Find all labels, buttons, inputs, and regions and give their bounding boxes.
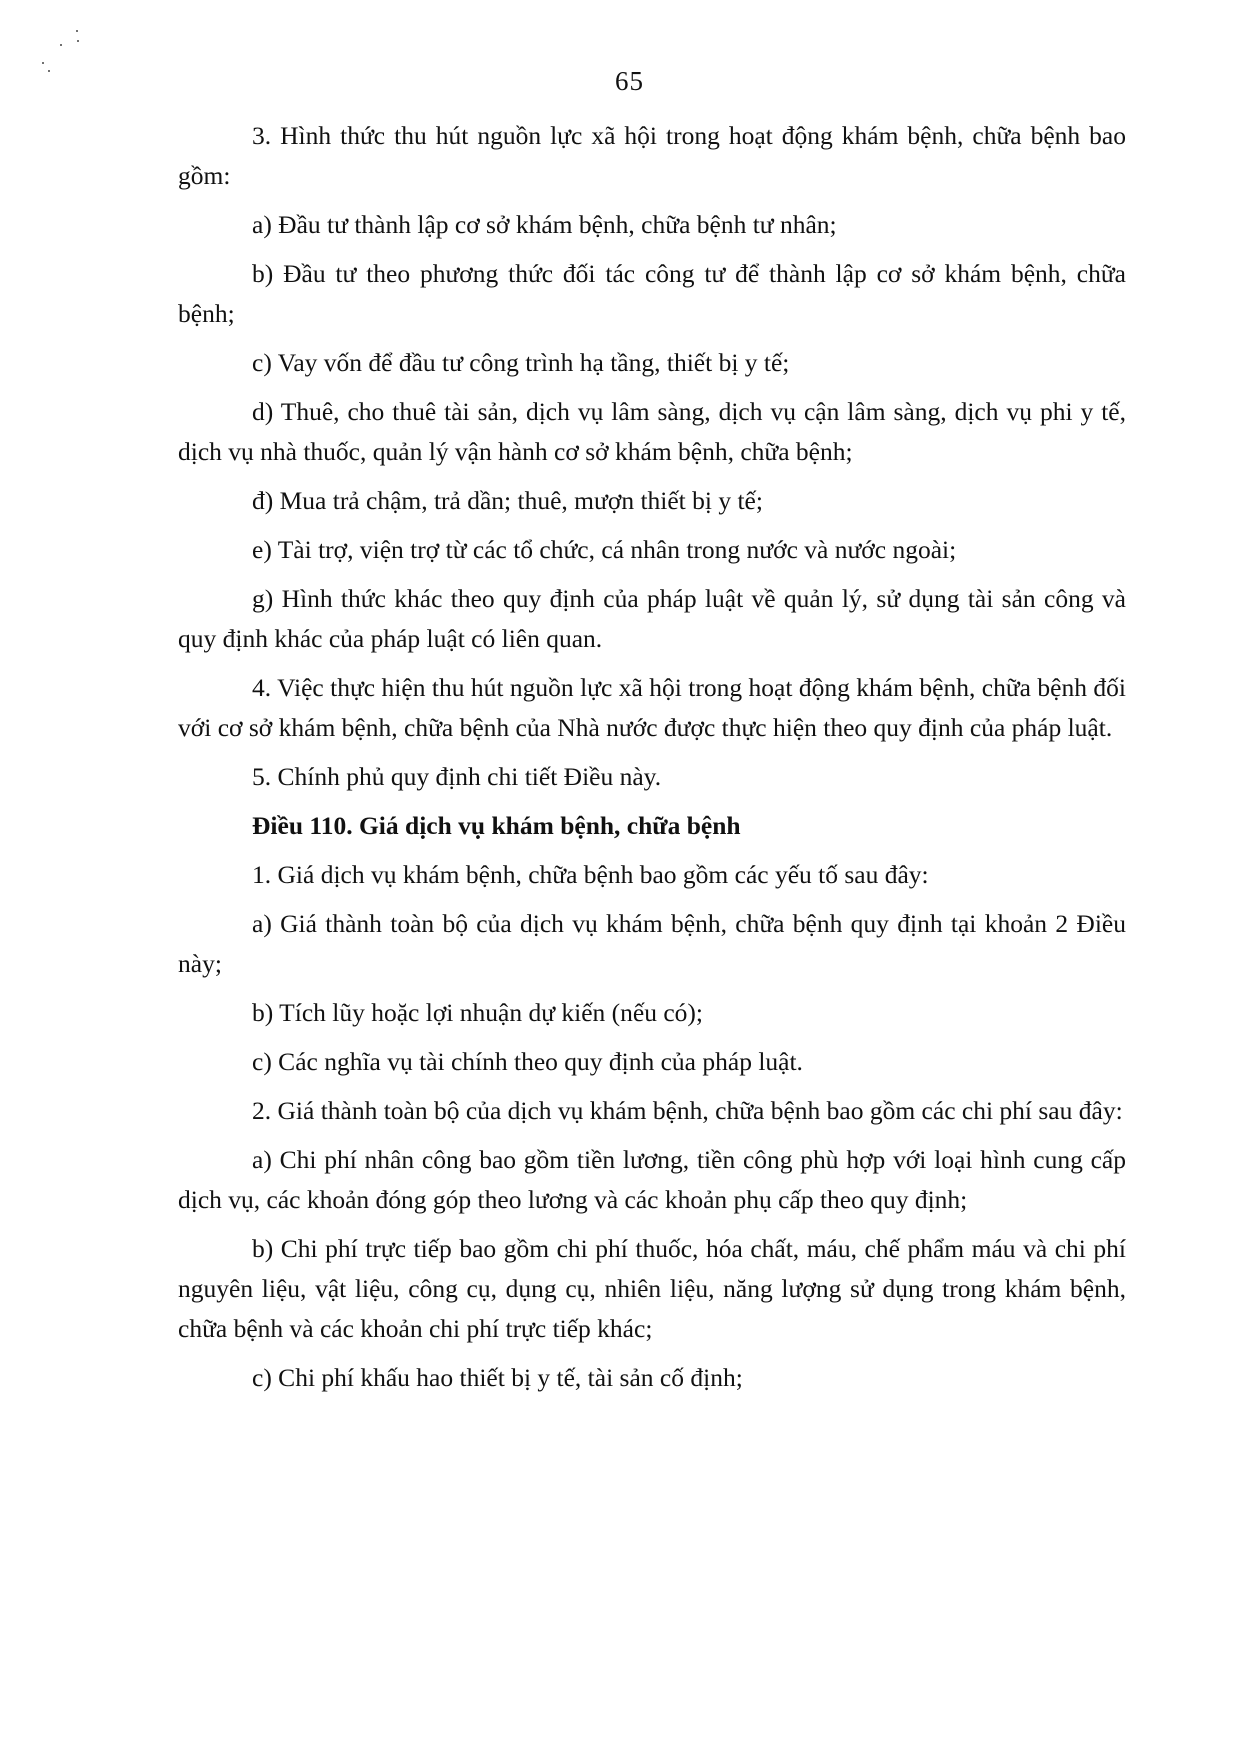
scan-speck [60, 44, 62, 46]
paragraph-clause-3: 3. Hình thức thu hút nguồn lực xã hội trong hoạt động khám bệnh, chữa bệnh bao gồm: [178, 121, 1126, 190]
scan-speck [76, 30, 78, 32]
paragraph-clause-4: 4. Việc thực hiện thu hút nguồn lực xã hội trong hoạt động khám bệnh, chữa bệnh đối với cơ sở khám bệnh, chữa bệnh của Nhà nước được thực hiện theo quy định của pháp luật. [178, 673, 1126, 742]
paragraph-clause-3c: c) Vay vốn để đầu tư công trình hạ tầng, thiết bị y tế; [252, 348, 790, 377]
paragraph-article-1c: c) Các nghĩa vụ tài chính theo quy định của pháp luật. [252, 1047, 803, 1076]
paragraph-clause-5: 5. Chính phủ quy định chi tiết Điều này. [252, 762, 662, 791]
scan-speck [77, 40, 79, 42]
paragraph-clause-3a: a) Đầu tư thành lập cơ sở khám bệnh, chữa bệnh tư nhân; [252, 210, 837, 239]
paragraph-clause-3dd: đ) Mua trả chậm, trả dần; thuê, mượn thiết bị y tế; [252, 486, 763, 515]
paragraph-clause-3b: b) Đầu tư theo phương thức đối tác công tư để thành lập cơ sở khám bệnh, chữa bệnh; [178, 259, 1126, 328]
article-title: Điều 110. Giá dịch vụ khám bệnh, chữa bệnh [252, 811, 741, 840]
paragraph-article-1a: a) Giá thành toàn bộ của dịch vụ khám bệnh, chữa bệnh quy định tại khoản 2 Điều này; [178, 909, 1126, 978]
page-number: 65 [615, 66, 644, 96]
paragraph-article-2c: c) Chi phí khấu hao thiết bị y tế, tài sản cố định; [252, 1363, 743, 1392]
document-body [178, 116, 1126, 1407]
paragraph-clause-3d: d) Thuê, cho thuê tài sản, dịch vụ lâm sàng, dịch vụ cận lâm sàng, dịch vụ phi y tế, dịch vụ nhà thuốc, quản lý vận hành cơ sở khám bệnh, chữa bệnh; [178, 397, 1126, 466]
paragraph-article-2a: a) Chi phí nhân công bao gồm tiền lương, tiền công phù hợp với loại hình cung cấp dịch vụ, các khoản đóng góp theo lương và các khoản phụ cấp theo quy định; [178, 1145, 1126, 1214]
paragraph-clause-3e: e) Tài trợ, viện trợ từ các tổ chức, cá nhân trong nước và nước ngoài; [252, 535, 957, 564]
paragraph-article-2b: b) Chi phí trực tiếp bao gồm chi phí thuốc, hóa chất, máu, chế phẩm máu và chi phí nguyên liệu, vật liệu, công cụ, dụng cụ, nhiên liệu, năng lượng sử dụng trong khám bệnh, chữa bệnh và các khoản chi phí trực tiếp khác; [178, 1234, 1126, 1343]
scan-speck [42, 62, 44, 64]
paragraph-article-1: 1. Giá dịch vụ khám bệnh, chữa bệnh bao gồm các yếu tố sau đây: [252, 860, 929, 889]
paragraph-article-1b: b) Tích lũy hoặc lợi nhuận dự kiến (nếu có); [252, 998, 704, 1027]
paragraph-clause-3g: g) Hình thức khác theo quy định của pháp luật về quản lý, sử dụng tài sản công và quy định khác của pháp luật có liên quan. [178, 584, 1126, 653]
paragraph-article-2: 2. Giá thành toàn bộ của dịch vụ khám bệnh, chữa bệnh bao gồm các chi phí sau đây: [252, 1096, 1123, 1125]
